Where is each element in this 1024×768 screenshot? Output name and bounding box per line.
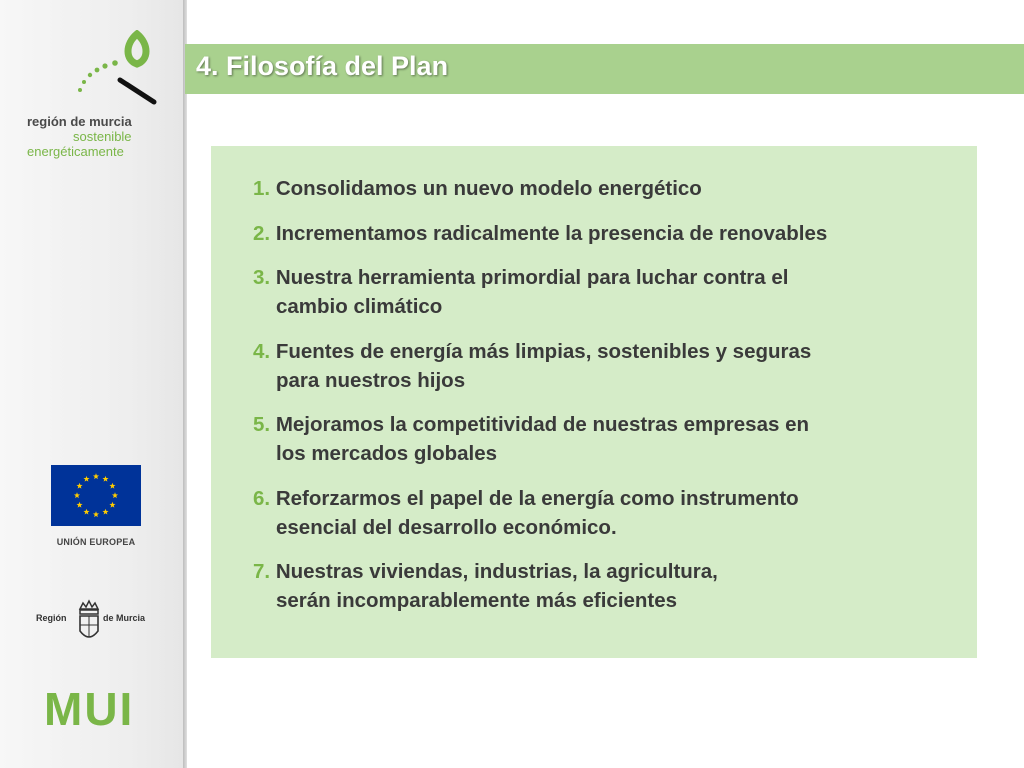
item-number: 7.: [253, 560, 271, 583]
list-item: [253, 263, 943, 321]
sidebar-divider: [183, 0, 187, 768]
item-text: Nuestra herramienta primordial para luchar contra el: [275, 266, 789, 289]
logo-text: [27, 114, 132, 159]
list-item: [253, 174, 943, 203]
murcia-label-right: de Murcia: [103, 613, 146, 623]
item-text: Nuestras viviendas, industrias, la agricultura,: [275, 560, 718, 583]
eu-flag-icon: [51, 465, 141, 526]
list-item: [253, 557, 943, 615]
item-text: Incrementamos radicalmente la presencia de renovables: [275, 221, 828, 245]
item-number: 2.: [253, 221, 271, 245]
slide-title: 4. Filosofía del Plan: [196, 51, 449, 81]
logo-line-energeticamente: energéticamente: [27, 144, 124, 159]
item-text-continuation: serán incomparablemente más eficientes: [276, 589, 678, 612]
list-item: [253, 337, 943, 395]
mui-logo: MUI: [44, 683, 135, 735]
logo-line-sostenible: sostenible: [73, 129, 132, 144]
philosophy-list: [253, 174, 943, 631]
list-item: [253, 219, 943, 248]
list-item: [253, 484, 943, 542]
item-number: 4.: [253, 339, 271, 363]
item-text-continuation: cambio climático: [276, 295, 443, 318]
item-text: Fuentes de energía más limpias, sostenibles y seguras: [275, 339, 812, 363]
item-text-continuation: los mercados globales: [276, 442, 498, 465]
region-murcia-logo: [36, 597, 156, 645]
sidebar: [0, 0, 183, 768]
eu-label: UNIÓN EUROPEA: [56, 537, 136, 547]
murcia-label-left: Región: [36, 613, 67, 623]
item-number: 3.: [253, 266, 271, 289]
item-text-continuation: para nuestros hijos: [276, 368, 466, 392]
item-number: 5.: [253, 413, 271, 436]
item-number: 1.: [253, 177, 271, 200]
item-text: Mejoramos la competitividad de nuestras empresas en: [275, 413, 810, 436]
item-text-continuation: esencial del desarrollo económico.: [276, 515, 617, 539]
item-text: Consolidamos un nuevo modelo energético: [275, 177, 702, 200]
item-number: 6.: [253, 486, 271, 510]
logo-icon: [70, 30, 165, 110]
list-item: [253, 410, 943, 468]
crest-icon: [76, 597, 102, 645]
item-text: Reforzarmos el papel de la energía como instrumento: [275, 486, 799, 510]
logo-line-region: región de murcia: [27, 114, 132, 129]
